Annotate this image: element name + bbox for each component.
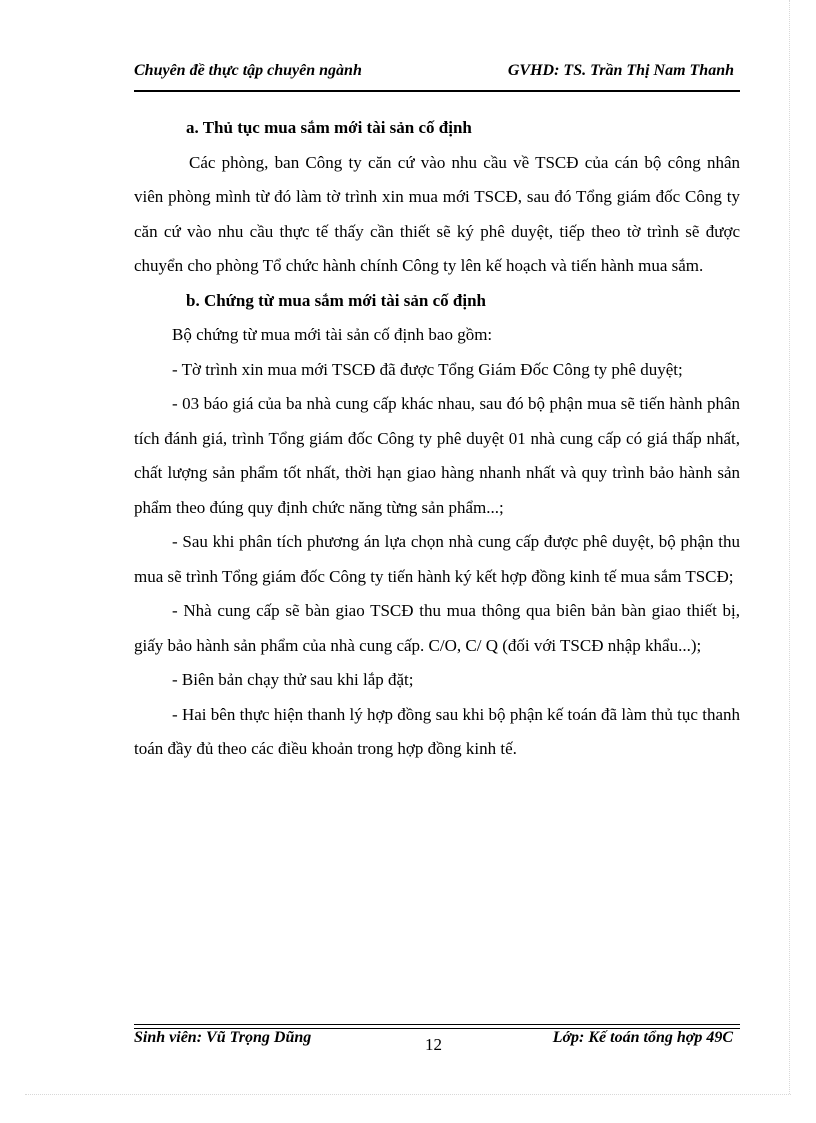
paragraph-b-intro: Bộ chứng từ mua mới tài sản cố định bao gồm:	[172, 325, 493, 344]
page-header	[134, 60, 740, 84]
list-item: - Nhà cung cấp sẽ bàn giao TSCĐ thu mua thông qua biên bản bàn giao thiết bị, giấy bảo hành sản phẩm của nhà cung cấp. C/O, C/ Q (đối với TSCĐ nhập khẩu...);	[134, 601, 740, 655]
list-item: - Hai bên thực hiện thanh lý hợp đồng sau khi bộ phận kế toán đã làm thủ tục thanh toán đầy đủ theo các điều khoản trong hợp đồng kinh tế.	[134, 704, 740, 758]
footer-class: Lớp: Kế toán tổng hợp 49C	[552, 1029, 733, 1046]
paragraph-a: Các phòng, ban Công ty căn cứ vào nhu cầu về TSCĐ của cán bộ công nhân viên phòng mình từ đó làm tờ trình xin mua mới TSCĐ, sau đó Tổng giám đốc Công ty căn cứ vào nhu cầu thực tế thấy cần thiết sẽ ký phê duyệt, tiếp theo tờ trình sẽ được chuyển cho phòng Tổ chức hành chính Công ty lên kế hoạch và tiến hành mua sắm.	[134, 152, 740, 275]
section-heading-b: b. Chứng từ mua sắm mới tài sản cố định	[186, 290, 486, 310]
header-divider	[134, 90, 740, 92]
page-boundary-bottom	[25, 1094, 791, 1095]
page-number: 12	[425, 1035, 442, 1054]
page-boundary-right	[789, 0, 790, 1094]
section-heading-a: a. Thủ tục mua sắm mới tài sản cố định	[186, 118, 472, 137]
header-course-title: Chuyên đề thực tập chuyên ngành	[134, 62, 362, 79]
document-body	[134, 111, 740, 767]
list-item: - Biên bản chạy thử sau khi lắp đặt;	[172, 670, 414, 689]
list-item: - Sau khi phân tích phương án lựa chọn nhà cung cấp được phê duyệt, bộ phận thu mua sẽ trình Tổng giám đốc Công ty tiến hành ký kết hợp đồng kinh tế mua sắm TSCĐ;	[134, 532, 740, 586]
footer-student: Sinh viên: Vũ Trọng Dũng	[134, 1029, 312, 1046]
list-item: - 03 báo giá của ba nhà cung cấp khác nhau, sau đó bộ phận mua sẽ tiến hành phân tích đánh giá, trình Tổng giám đốc Công ty phê duyệt 01 nhà cung cấp có giá thấp nhất, chất lượng sản phẩm tốt nhất, thời hạn giao hàng nhanh nhất và quy trình bảo hành sản phẩm theo đúng quy định chức năng từng sản phẩm...;	[134, 394, 740, 517]
header-supervisor: GVHD: TS. Trần Thị Nam Thanh	[507, 62, 734, 79]
footer-divider-top	[134, 1024, 740, 1025]
list-item: - Tờ trình xin mua mới TSCĐ đã được Tổng Giám Đốc Công ty phê duyệt;	[172, 359, 683, 379]
